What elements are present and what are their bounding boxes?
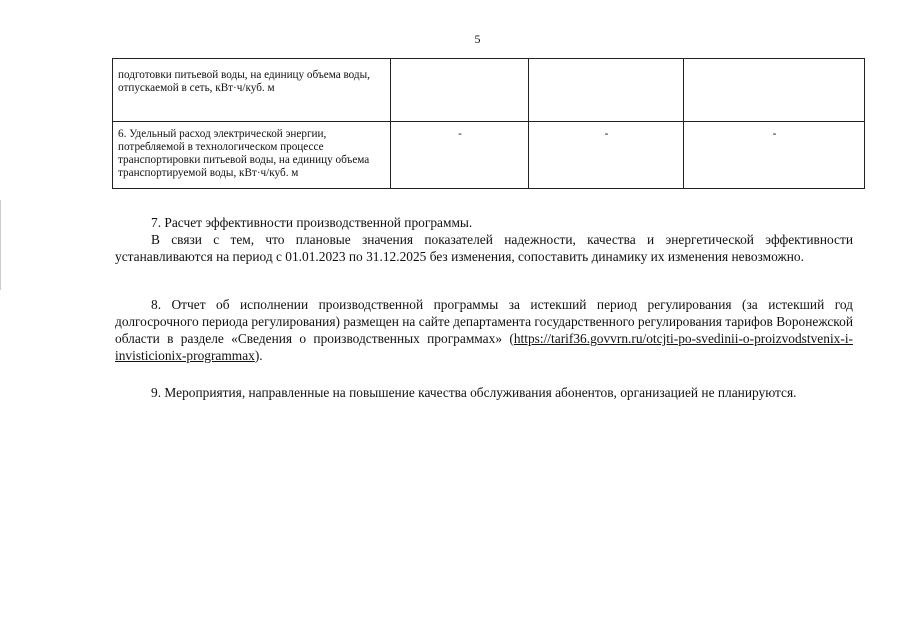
indicators-table [112,58,865,189]
table-cell-label: подготовки питьевой воды, на единицу объема воды, отпускаемой в сеть, кВт·ч/куб. м [113,59,391,122]
section-8 [115,296,853,364]
scan-edge-mark [0,200,1,290]
section-9 [115,384,853,401]
table-cell-value [529,59,684,122]
table-cell-value: - [684,122,865,189]
section-8-text: 8. Отчет об исполнении производственной программы за истекший период регулирования (за истекший год долгосрочного периода регулирования) размещен на сайте департамента государственного регулирования тарифов Воронежской области в разделе «Сведения о производственных программах» ( [115,297,853,346]
table-cell-label: 6. Удельный расход электрической энергии, потребляемой в технологическом процессе транспортировки питьевой воды, на единицу объема транспортируемой воды, кВт·ч/куб. м [113,122,391,189]
section-7 [115,214,853,265]
section-7-heading: 7. Расчет эффективности производственной программы. [151,215,473,230]
section-7-body: В связи с тем, что плановые значения показателей надежности, качества и энергетической эффективности устанавливаются на период с 01.01.2023 по 31.12.2025 без изменения, сопоставить динамику их изменения невозможно. [115,232,853,264]
report-link[interactable]: https://tarif36.govvrn.ru/otcjti-po-svedinii-o-proizvodstvenix-i-invisticionix-programmax [115,331,853,363]
section-9-paragraph: 9. Мероприятия, направленные на повышение качества обслуживания абонентов, организацией не планируются. [151,385,797,400]
page-number: 5 [474,32,481,46]
table-cell-value: - [529,122,684,189]
table-cell-value [391,59,529,122]
section-8-text-end: ). [254,348,263,363]
section-8-paragraph [115,296,853,364]
table-row [113,122,865,189]
table-cell-value: - [391,122,529,189]
table-cell-value [684,59,865,122]
table-row [113,59,865,122]
